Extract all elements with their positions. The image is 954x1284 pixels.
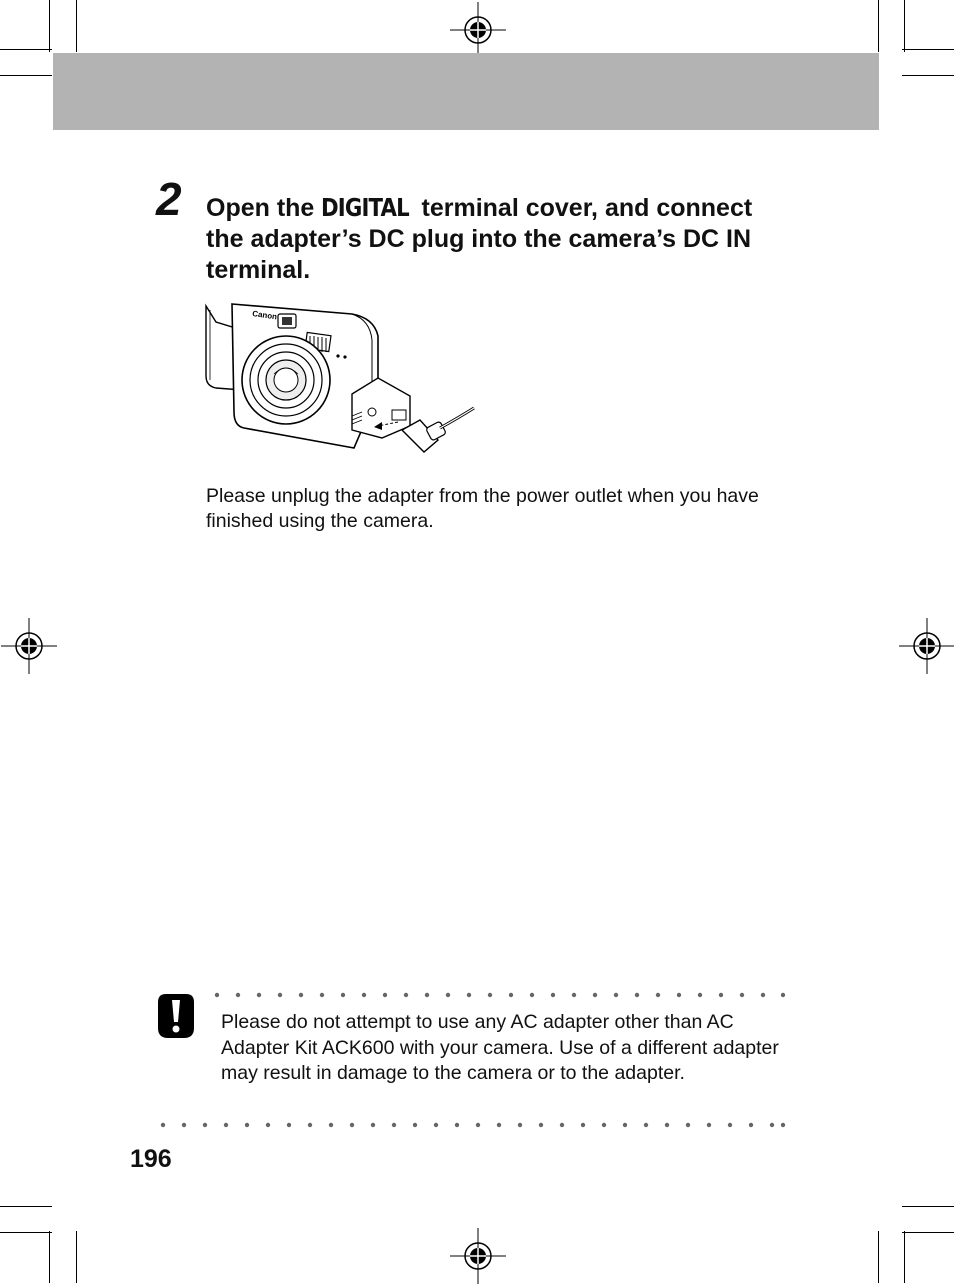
crop-mark [0, 75, 52, 76]
header-band [53, 53, 879, 130]
crop-mark [0, 1206, 52, 1207]
crop-mark [0, 1232, 52, 1233]
crop-mark [902, 49, 954, 50]
crop-mark [902, 1232, 954, 1233]
crop-mark [49, 0, 50, 52]
brand-text: Canon [251, 309, 278, 322]
step-title [206, 192, 766, 286]
crop-mark [76, 0, 77, 52]
crop-mark [0, 49, 52, 50]
crop-mark [49, 1231, 50, 1283]
registration-mark-icon [450, 2, 506, 58]
crop-mark [878, 0, 879, 52]
crop-mark [76, 1231, 77, 1283]
caution-text: Please do not attempt to use any AC adapter other than AC Adapter Kit ACK600 with your camera. Use of a different adapter may result in damage to the camera or to the adapter. [221, 1011, 779, 1084]
registration-mark-icon [899, 618, 954, 674]
registration-mark-icon [1, 618, 57, 674]
registration-mark-icon [450, 1228, 506, 1284]
step-title-before: Open the [206, 194, 322, 222]
crop-mark [902, 75, 954, 76]
page-number: 196 [130, 1145, 172, 1173]
caution-icon [152, 992, 200, 1040]
crop-mark [878, 1231, 879, 1283]
caution-divider-bottom [160, 1122, 786, 1128]
digital-terminal-label: DIGITAL [321, 193, 410, 222]
crop-mark [902, 1206, 954, 1207]
step-title-after: terminal cover, and connect the adapter’s DC plug into the camera’s DC IN terminal. [206, 194, 753, 284]
crop-mark [904, 1231, 905, 1283]
body-text: Please unplug the adapter from the power outlet when you have finished using the camera. [206, 485, 759, 532]
camera-dc-plug-illustration [202, 300, 477, 460]
step-number: 2 [156, 173, 181, 225]
caution-divider-top [214, 992, 786, 998]
crop-mark [904, 0, 905, 52]
